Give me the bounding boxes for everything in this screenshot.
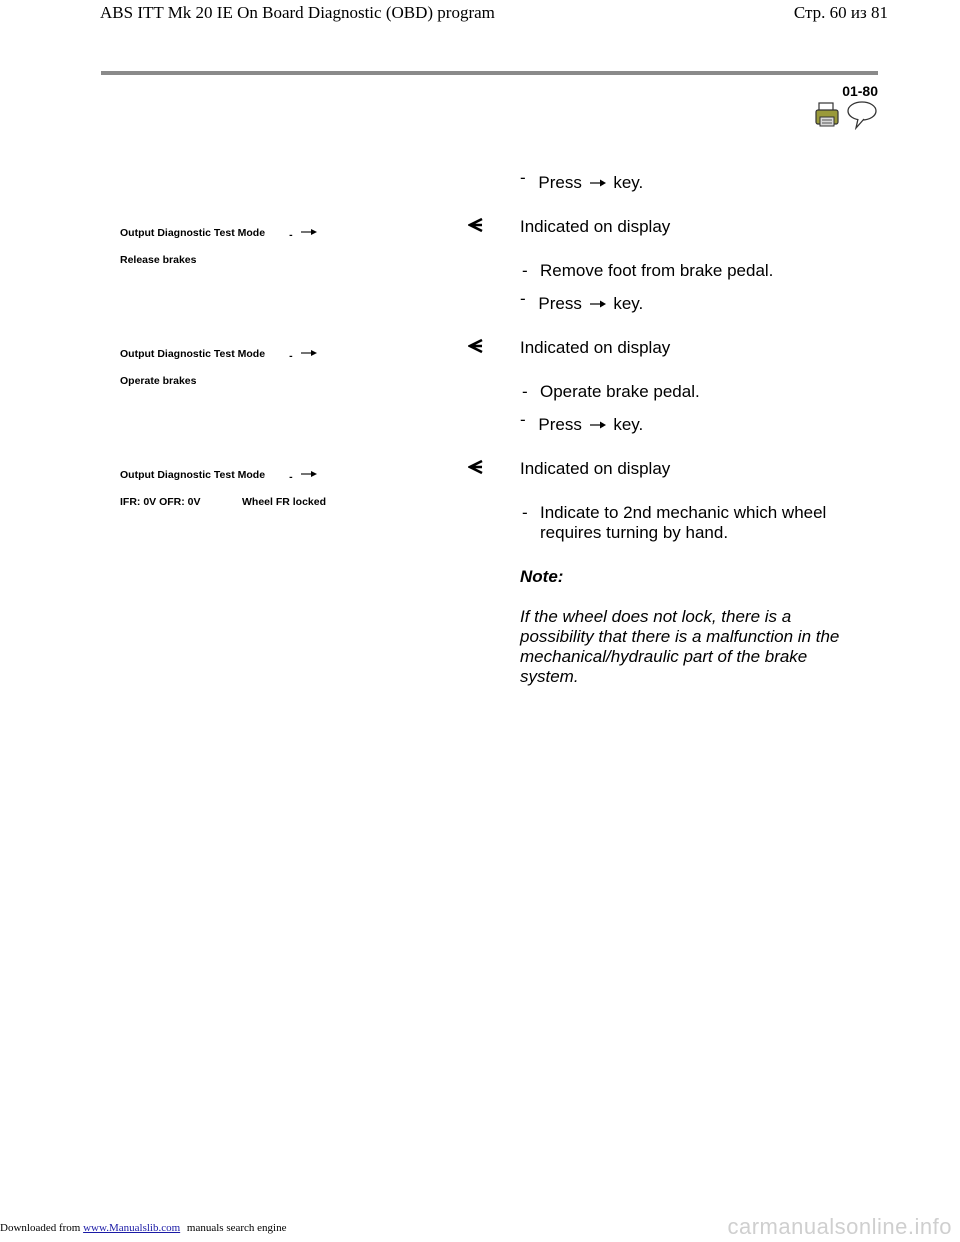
display-text: Output Diagnostic Test Mode (120, 348, 266, 360)
step-dash: - (522, 261, 528, 280)
display-line-2: IFR: 0V OFR: 0V (120, 496, 201, 508)
key-label: key. (613, 294, 644, 313)
right-arrow-icon (299, 469, 321, 482)
display-dash: - (289, 471, 293, 483)
press-key-step-1 (520, 289, 644, 315)
display-line-1 (120, 348, 321, 361)
instruction-step (522, 382, 700, 402)
right-arrow-icon (587, 416, 609, 436)
indicated-on-display: Indicated on display (520, 459, 671, 478)
display-dash: - (289, 229, 293, 241)
step-dash: - (520, 168, 526, 187)
pointer-left-icon (468, 217, 484, 238)
page-number: 01-80 (842, 83, 878, 99)
right-arrow-icon (299, 348, 321, 361)
right-arrow-icon (299, 227, 321, 240)
note-line: mechanical/hydraulic part of the brake (520, 647, 808, 666)
press-label: Press (538, 173, 582, 192)
display-text: Output Diagnostic Test Mode (120, 227, 266, 239)
right-arrow-icon (587, 174, 609, 194)
footer-suffix: manuals search engine (186, 1222, 287, 1234)
instruction-text: Remove foot from brake pedal. (540, 261, 774, 280)
toolbar-icons (815, 100, 881, 135)
document-title: ABS ITT Mk 20 IE On Board Diagnostic (OBD) program (100, 3, 495, 22)
press-label: Press (538, 294, 582, 313)
step-dash: - (522, 382, 528, 401)
right-arrow-icon (587, 295, 609, 315)
instruction-step (522, 261, 773, 281)
display-line-2: Release brakes (120, 254, 197, 266)
indicated-on-display: Indicated on display (520, 217, 671, 236)
pointer-left-icon (468, 459, 484, 480)
note-line: If the wheel does not lock, there is a (520, 607, 792, 626)
display-line-1 (120, 227, 321, 240)
display-line-2: Operate brakes (120, 375, 197, 387)
display-dash: - (289, 350, 293, 362)
note-line: system. (520, 667, 579, 686)
indicated-on-display: Indicated on display (520, 338, 671, 357)
instruction-step (522, 503, 826, 543)
key-label: key. (613, 415, 644, 434)
watermark: carmanualsonline.info (727, 1214, 952, 1239)
press-label: Press (538, 415, 582, 434)
note-title: Note: (520, 567, 564, 586)
display-text: Output Diagnostic Test Mode (120, 469, 266, 481)
speech-bubble-icon[interactable] (848, 102, 876, 128)
printer-icon[interactable] (816, 103, 838, 126)
note-text (520, 607, 865, 687)
pointer-left-icon (468, 338, 484, 359)
press-key-step-2 (520, 410, 644, 436)
step-dash: - (520, 289, 526, 308)
press-key-step-0 (520, 168, 644, 194)
footer (0, 1222, 286, 1234)
step-dash: - (520, 410, 526, 429)
manualslib-link[interactable]: www.Manualslib.com (83, 1222, 181, 1234)
note-line: possibility that there is a malfunction in the (520, 627, 840, 646)
header-divider (101, 71, 878, 75)
page-indicator: Стр. 60 из 81 (793, 3, 888, 22)
key-label: key. (613, 173, 644, 192)
footer-prefix: Downloaded from (0, 1222, 81, 1234)
display-line-1 (120, 469, 321, 482)
instruction-text: Operate brake pedal. (540, 382, 700, 401)
instruction-text: Indicate to 2nd mechanic which wheel (540, 503, 827, 522)
display-line-2-right: Wheel FR locked (242, 496, 327, 508)
step-dash: - (522, 503, 528, 522)
instruction-text-cont: requires turning by hand. (540, 523, 729, 542)
